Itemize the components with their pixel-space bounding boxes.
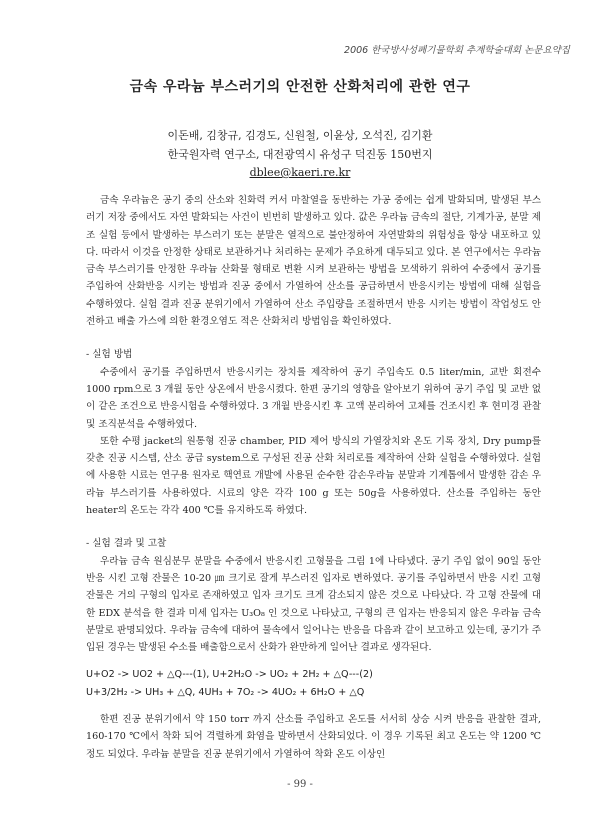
equation-line-1: U+O2 -> UO2 + △Q---(1), U+2H₂O -> UO₂ + 2H₂ + △Q---(2) xyxy=(86,669,373,681)
equation-line-2: U+3/2H₂ -> UH₃ + △Q, 4UH₃ + 7O₂ -> 4UO₂ + 6H₂O + △Q xyxy=(86,686,365,698)
affiliation: 한국원자력 연구소, 대전광역시 유성구 덕진동 150번지 xyxy=(167,148,433,161)
email-link[interactable]: dblee@kaeri.re.kr xyxy=(249,166,351,179)
methods-paragraph-1: 수중에서 공기를 주입하면서 반응시키는 장치를 제작하여 공기 주입속도 0.5 liter/min, 교반 회전수 1000 rpm으로 3 개월 동안 상온에서 반응시켰다. 한편 공기의 영향을 알아보기 위하여 공기 주입 및 교반 없이 같은 조건으로 반응시험을 수행하였다. 3 개월 반응시킨 후 고액 분리하여 고체를 건조시킨 후 현미경 관찰 및 조직분석을 수행하였다. xyxy=(86,366,541,430)
results-paragraph-1: 우라늄 금속 원심분무 분말을 수중에서 반응시킨 고형물을 그림 1에 나타냈다. 공기 주입 없이 90일 동안 반응 시킨 고형 잔물은 10-20 ㎛ 크기로 잘게 부스러진 입자로 변하였다. 공기를 주입하면서 반응 시킨 고형 잔물은 거의 구형의 입자로 존재하였고 입자 크기도 크게 감소되지 않은 것으로 나타났다. 각 고형 잔물에 대한 EDX 분석을 한 결과 미세 입자는 U₃O₈ 인 것으로 나타났고, 구형의 큰 입자는 반응되지 않은 우라늄 금속 분말로 판명되었다. 우라늄 금속에 대하여 물속에서 일어나는 반응을 다음과 같이 보고하고 있는데, 공기가 주입된 경우는 발생된 수소를 배출함으로서 산화가 완만하게 일어난 결과로 생각된다. xyxy=(86,555,541,654)
abstract-paragraph: 금속 우라늄은 공기 중의 산소와 친화력 커서 마찰열을 동반하는 가공 중에는 쉽게 발화되며, 발생된 부스러기 저장 중에서도 자연 발화되는 사건이 빈번히 발생하고 있다. 값은 우라늄 금속의 절단, 기계가공, 분말 제조 실험 등에서 발생하는 부스러기 또는 분말은 열적으로 불안정하여 자연발화의 위험성을 항상 내포하고 있다. 따라서 이것을 안정한 상태로 보관하거나 처리하는 문제가 주요하게 대두되고 있다. 본 연구에서는 우라늄 금속 부스러기를 안정한 우라늄 산화물 형태로 변환 시켜 보관하는 방법을 모색하기 위하여 수중에서 공기를 주입하여 산화반응 시키는 방법과 진공 중에서 가열하여 산소를 공급하면서 반응시키는 방법에 대해 실험을 수행하였다. 실험 결과 진공 분위기에서 가열하여 산소 주입량을 조절하면서 반응 시키는 방법이 작업성도 안전하고 배출 가스에 의한 환경오염도 적은 산화처리 방법임을 확인하였다. xyxy=(86,195,541,328)
section-heading-results: - 실험 결과 및 고찰 xyxy=(86,538,167,550)
author-list: 이돈배, 김창규, 김경도, 신원철, 이윤상, 오석진, 김기환 xyxy=(167,129,433,142)
paper-body xyxy=(86,176,541,763)
paper-title: 금속 우라늄 부스러기의 안전한 산화처리에 관한 연구 xyxy=(129,79,471,95)
running-header: 2006 한국방사성폐기물학회 추계학술대회 논문요약집 xyxy=(344,45,570,56)
results-paragraph-2: 한편 진공 분위기에서 약 150 torr 까지 산소를 주입하고 온도를 서서히 상승 시켜 반응을 관찰한 결과, 160-170 ℃에서 착화 되어 격렬하게 화염을 발하면서 산화되었다. 이 경우 기록된 최고 온도는 약 1200 ℃ 정도 되었다. 우라늄 분말을 진공 분위기에서 가열하여 착화 온도 이상인 xyxy=(86,714,541,760)
page-number: - 99 - xyxy=(287,779,313,790)
section-heading-methods: - 실험 방법 xyxy=(86,349,133,361)
methods-paragraph-2: 또한 수평 jacket의 원통형 진공 chamber, PID 제어 방식의 가열장치와 온도 기록 장치, Dry pump를 갖춘 진공 시스템, 산소 공급 system으로 구성된 진공 산화 처리로를 제작하여 산화 실험을 수행하였다. 실험에 사용한 시료는 연구용 원자로 핵연료 개발에 사용된 순수한 감손우라늄 분말과 기계톱에서 발생한 감손 우라늄 부스러기를 사용하였다. 시료의 양은 각각 100 g 또는 50g을 사용하였다. 산소를 주입하는 동안 heater의 온도는 각각 400 ℃를 유지하도록 하였다. xyxy=(86,435,541,517)
